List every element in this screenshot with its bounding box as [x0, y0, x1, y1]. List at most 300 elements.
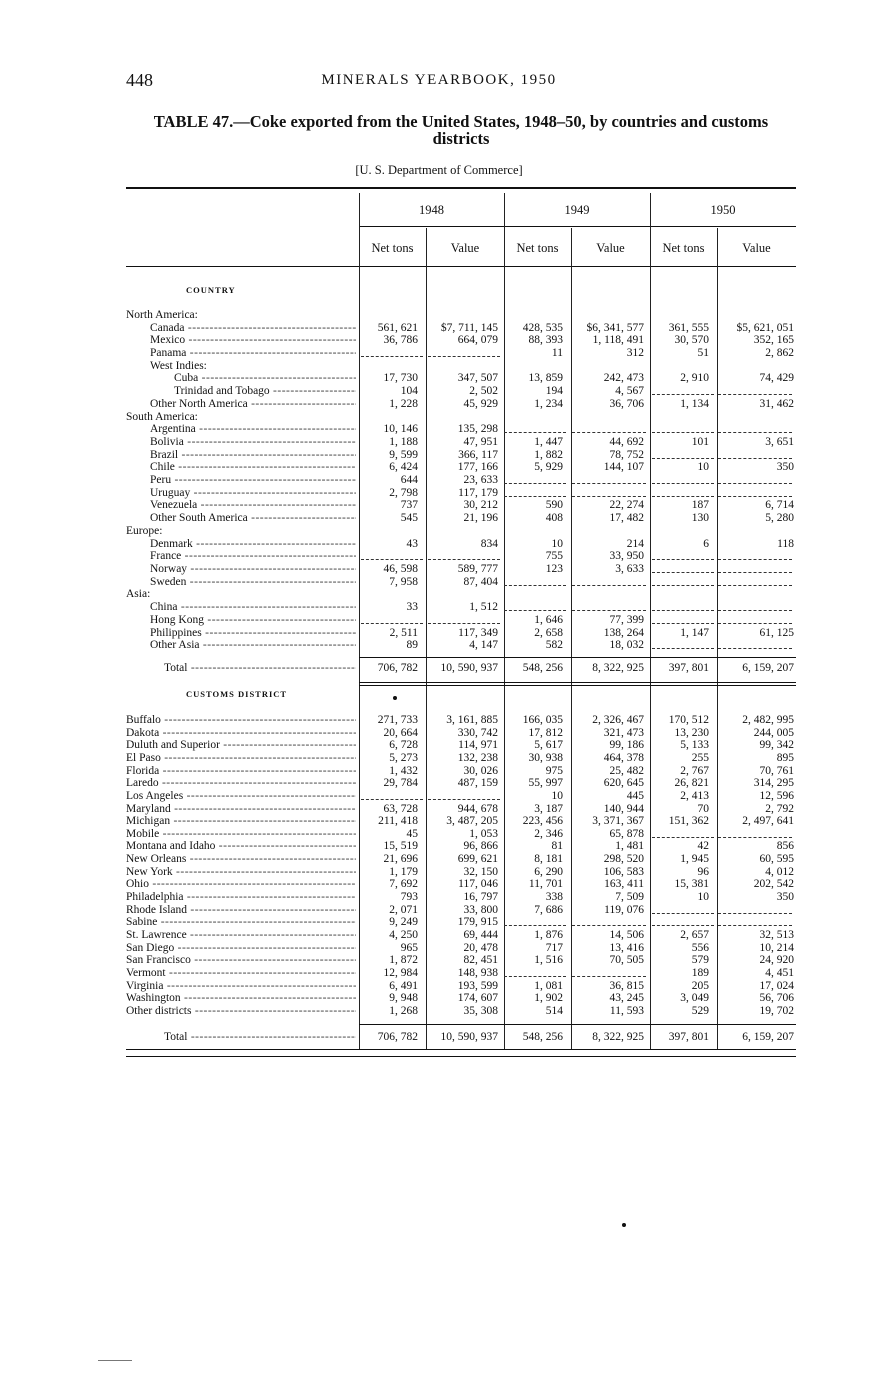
empty-cell-dashes	[718, 483, 792, 484]
table-row	[126, 436, 796, 449]
cell-value: 13, 859	[528, 372, 563, 384]
cell-value: 8, 181	[534, 853, 563, 865]
cell-value: 214	[626, 538, 644, 550]
cell-value: 119, 076	[604, 904, 644, 916]
cell-value: 6, 728	[389, 739, 418, 751]
row-label: Mexico -----	[126, 334, 356, 347]
table-row	[126, 550, 796, 563]
year-heading-1948: 1948	[419, 203, 444, 217]
cell-value: 1, 447	[534, 436, 563, 448]
cell-value: 5, 133	[680, 739, 709, 751]
table-row	[126, 790, 796, 803]
cell-value: 179, 915	[457, 916, 498, 928]
cell-value: 895	[776, 752, 794, 764]
empty-cell-dashes	[572, 483, 646, 484]
cell-value: 856	[776, 840, 794, 852]
cell-value: 30, 938	[528, 752, 563, 764]
empty-cell-dashes	[718, 623, 792, 624]
empty-cell-dashes	[718, 432, 792, 433]
section-heading-country: COUNTRY	[186, 285, 236, 295]
row-label: San Francisco -----	[126, 954, 356, 967]
row-label: Sweden -----	[126, 576, 356, 589]
cell-value: 350	[776, 461, 794, 473]
table-row	[126, 525, 796, 538]
cell-value: 23, 633	[463, 474, 498, 486]
subheading-net-tons: Net tons	[371, 241, 414, 255]
empty-cell-dashes	[652, 559, 714, 560]
row-label: Philippines -----	[126, 627, 356, 640]
cell-value: 965	[400, 942, 418, 954]
table-row	[126, 398, 796, 411]
cell-value: 18, 032	[609, 639, 644, 651]
empty-cell-dashes	[361, 356, 423, 357]
cell-value: 1, 268	[389, 1005, 418, 1017]
cell-value: 445	[626, 790, 644, 802]
cell-value: 21, 196	[463, 512, 498, 524]
cell-value: 202, 542	[753, 878, 794, 890]
cell-value: 1, 053	[469, 828, 498, 840]
row-label: Washington -----	[126, 992, 356, 1005]
subheading-value: Value	[596, 241, 625, 255]
cell-value: 163, 411	[604, 878, 644, 890]
row-label: China -----	[126, 601, 356, 614]
cell-value: 2, 862	[765, 347, 794, 359]
cell-value: 5, 280	[765, 512, 794, 524]
cell-value: 529	[691, 1005, 709, 1017]
cell-value: 7, 686	[534, 904, 563, 916]
cell-value: 717	[545, 942, 563, 954]
cell-value: 1, 516	[534, 954, 563, 966]
empty-cell-dashes	[572, 585, 646, 586]
cell-value: 664, 079	[457, 334, 498, 346]
table-title: TABLE 47.—Coke exported from the United States, 1948–50, by countries and customs districts	[153, 112, 769, 148]
empty-cell-dashes	[652, 623, 714, 624]
table-row	[126, 1005, 796, 1018]
year-heading-1950: 1950	[710, 203, 736, 217]
printer-mark	[622, 1223, 626, 1227]
cell-value: 397, 801	[668, 662, 709, 674]
cell-value: 2, 502	[469, 385, 498, 397]
row-label: South America:	[126, 411, 198, 423]
empty-cell-dashes	[652, 394, 714, 395]
empty-cell-dashes	[718, 837, 792, 838]
table-row	[126, 334, 796, 347]
cell-value: 408	[545, 512, 563, 524]
cell-value: 96, 866	[463, 840, 498, 852]
cell-value: 15, 519	[383, 840, 418, 852]
cell-value: 1, 179	[389, 866, 418, 878]
cell-value: 43, 245	[609, 992, 644, 1004]
row-label: Venezuela -----	[126, 499, 356, 512]
cell-value: 17, 482	[609, 512, 644, 524]
cell-value: 312	[626, 347, 644, 359]
cell-value: 561, 621	[377, 322, 418, 334]
year-rule	[359, 226, 796, 227]
empty-cell-dashes	[504, 925, 566, 926]
cell-value: 177, 166	[457, 461, 498, 473]
cell-value: 10	[551, 790, 563, 802]
empty-cell-dashes	[428, 559, 500, 560]
cell-value: 17, 812	[528, 727, 563, 739]
cell-value: 99, 342	[759, 739, 794, 751]
table-row	[126, 639, 796, 652]
cell-value: 223, 456	[522, 815, 563, 827]
cell-value: 2, 482, 995	[742, 714, 794, 726]
cell-value: 12, 984	[383, 967, 418, 979]
cell-value: 16, 797	[463, 891, 498, 903]
cell-value: $5, 621, 051	[736, 322, 794, 334]
bottom-rule	[126, 1056, 796, 1057]
cell-value: 361, 555	[668, 322, 709, 334]
cell-value: 8, 322, 925	[592, 662, 644, 674]
cell-value: 148, 938	[457, 967, 498, 979]
cell-value: 88, 393	[528, 334, 563, 346]
empty-cell-dashes	[504, 976, 566, 977]
cell-value: 46, 598	[383, 563, 418, 575]
cell-value: 19, 702	[759, 1005, 794, 1017]
cell-value: 2, 657	[680, 929, 709, 941]
cell-value: 170, 512	[668, 714, 709, 726]
cell-value: 3, 633	[615, 563, 644, 575]
cell-value: 2, 071	[389, 904, 418, 916]
cell-value: 61, 125	[759, 627, 794, 639]
empty-cell-dashes	[361, 623, 423, 624]
table-row	[126, 588, 796, 601]
table-row	[126, 512, 796, 525]
cell-value: 2, 910	[680, 372, 709, 384]
row-label: El Paso -----	[126, 752, 356, 765]
top-rule	[126, 187, 796, 189]
row-label: Denmark -----	[126, 538, 356, 551]
row-label: San Diego -----	[126, 942, 356, 955]
cell-value: 138, 264	[603, 627, 644, 639]
row-label: Philadelphia -----	[126, 891, 356, 904]
cell-value: 123	[545, 563, 563, 575]
cell-value: 9, 948	[389, 992, 418, 1004]
empty-cell-dashes	[361, 559, 423, 560]
empty-cell-dashes	[718, 585, 792, 586]
cell-value: 70	[697, 803, 709, 815]
cell-value: $7, 711, 145	[440, 322, 498, 334]
cell-value: 15, 381	[674, 878, 709, 890]
cell-value: 2, 511	[389, 627, 418, 639]
cell-value: 1, 188	[389, 436, 418, 448]
total-row	[126, 1031, 796, 1044]
cell-value: 56, 706	[759, 992, 794, 1004]
table-row	[126, 499, 796, 512]
cell-value: 347, 507	[457, 372, 498, 384]
table-row	[126, 423, 796, 436]
table-row	[126, 866, 796, 879]
cell-value: 321, 473	[603, 727, 644, 739]
empty-cell-dashes	[652, 837, 714, 838]
row-label: Chile -----	[126, 461, 356, 474]
cell-value: 51	[697, 347, 709, 359]
cell-value: 70, 761	[759, 765, 794, 777]
row-label: Brazil -----	[126, 449, 356, 462]
cell-value: 1, 872	[389, 954, 418, 966]
cell-value: 556	[691, 942, 709, 954]
cell-value: 117, 179	[458, 487, 498, 499]
row-label: Ohio -----	[126, 878, 356, 891]
table-row	[126, 828, 796, 841]
row-label: Virginia -----	[126, 980, 356, 993]
empty-cell-dashes	[652, 610, 714, 611]
cell-value: 11	[551, 347, 563, 359]
cell-value: 104	[400, 385, 418, 397]
cell-value: 36, 706	[609, 398, 644, 410]
cell-value: 194	[545, 385, 563, 397]
empty-cell-dashes	[718, 572, 792, 573]
table-row	[126, 601, 796, 614]
cell-value: 99, 186	[609, 739, 644, 751]
empty-cell-dashes	[428, 623, 500, 624]
cell-value: 2, 326, 467	[592, 714, 644, 726]
cell-value: 10, 590, 937	[440, 1031, 498, 1043]
row-label: Cuba -----	[126, 372, 356, 385]
cell-value: 464, 378	[603, 752, 644, 764]
row-label: Duluth and Superior -----	[126, 739, 356, 752]
cell-value: 589, 777	[457, 563, 498, 575]
cell-value: 706, 782	[377, 1031, 418, 1043]
row-label: Total -----	[126, 662, 356, 675]
cell-value: 33	[406, 601, 418, 613]
year-heading-1949: 1949	[564, 203, 590, 217]
table-source: [U. S. Department of Commerce]	[355, 163, 523, 177]
cell-value: 706, 782	[377, 662, 418, 674]
table-row	[126, 385, 796, 398]
cell-value: 1, 118, 491	[592, 334, 644, 346]
row-label: Florida -----	[126, 765, 356, 778]
cell-value: 548, 256	[522, 662, 563, 674]
cell-value: 2, 792	[765, 803, 794, 815]
cell-value: 1, 432	[389, 765, 418, 777]
cell-value: 17, 024	[759, 980, 794, 992]
table-row	[126, 627, 796, 640]
cell-value: 330, 742	[457, 727, 498, 739]
printer-mark	[393, 696, 397, 700]
cell-value: 14, 506	[609, 929, 644, 941]
cell-value: 45, 929	[463, 398, 498, 410]
cell-value: 30, 212	[463, 499, 498, 511]
total-rule	[359, 682, 796, 683]
cell-value: 5, 617	[534, 739, 563, 751]
cell-value: 314, 295	[753, 777, 794, 789]
table-row	[126, 916, 796, 929]
empty-cell-dashes	[572, 496, 646, 497]
empty-cell-dashes	[428, 356, 500, 357]
cell-value: 255	[691, 752, 709, 764]
total-rule	[359, 1024, 796, 1025]
cell-value: 13, 416	[609, 942, 644, 954]
empty-cell-dashes	[428, 799, 500, 800]
cell-value: 106, 583	[603, 866, 644, 878]
cell-value: 428, 535	[522, 322, 563, 334]
cell-value: 545	[400, 512, 418, 524]
table-row	[126, 347, 796, 360]
cell-value: 3, 651	[765, 436, 794, 448]
cell-value: 3, 487, 205	[446, 815, 498, 827]
cell-value: 20, 478	[463, 942, 498, 954]
cell-value: 582	[545, 639, 563, 651]
cell-value: 78, 752	[609, 449, 644, 461]
empty-cell-dashes	[572, 976, 646, 977]
table-row	[126, 714, 796, 727]
row-label: North America:	[126, 309, 198, 321]
cell-value: 30, 026	[463, 765, 498, 777]
row-label: France -----	[126, 550, 356, 563]
row-label: Trinidad and Tobago -----	[126, 385, 356, 398]
cell-value: 187	[691, 499, 709, 511]
page-number: 448	[126, 70, 153, 90]
empty-cell-dashes	[718, 559, 792, 560]
table-row	[126, 904, 796, 917]
empty-cell-dashes	[652, 496, 714, 497]
row-label: Canada -----	[126, 322, 356, 335]
table-row	[126, 727, 796, 740]
cell-value: 189	[691, 967, 709, 979]
empty-cell-dashes	[718, 496, 792, 497]
row-label: Asia:	[126, 588, 151, 600]
row-label: Maryland -----	[126, 803, 356, 816]
cell-value: 944, 678	[457, 803, 498, 815]
row-label: Other Asia -----	[126, 639, 356, 652]
table-row	[126, 980, 796, 993]
row-label: Montana and Idaho -----	[126, 840, 356, 853]
cell-value: 22, 274	[609, 499, 644, 511]
cell-value: 975	[545, 765, 563, 777]
cell-value: 244, 005	[753, 727, 794, 739]
empty-cell-dashes	[504, 496, 566, 497]
cell-value: 514	[545, 1005, 563, 1017]
cell-value: 2, 497, 641	[742, 815, 794, 827]
cell-value: 36, 815	[609, 980, 644, 992]
cell-value: 35, 308	[463, 1005, 498, 1017]
cell-value: 1, 945	[680, 853, 709, 865]
cell-value: 548, 256	[522, 1031, 563, 1043]
cell-value: 33, 800	[463, 904, 498, 916]
empty-cell-dashes	[718, 610, 792, 611]
cell-value: 755	[545, 550, 563, 562]
cell-value: 10, 146	[383, 423, 418, 435]
table-row	[126, 487, 796, 500]
cell-value: 36, 786	[383, 334, 418, 346]
cell-value: 2, 346	[534, 828, 563, 840]
cell-value: 4, 451	[765, 967, 794, 979]
cell-value: 144, 107	[603, 461, 644, 473]
table-row	[126, 576, 796, 589]
cell-value: 3, 049	[680, 992, 709, 1004]
cell-value: 117, 349	[458, 627, 498, 639]
cell-value: 7, 509	[615, 891, 644, 903]
cell-value: 397, 801	[668, 1031, 709, 1043]
cell-value: 11, 593	[609, 1005, 644, 1017]
empty-cell-dashes	[504, 483, 566, 484]
table-row	[126, 752, 796, 765]
table-row	[126, 411, 796, 424]
table-row	[126, 372, 796, 385]
cell-value: 43	[406, 538, 418, 550]
subheading-value: Value	[742, 241, 771, 255]
cell-value: 32, 150	[463, 866, 498, 878]
table-row	[126, 461, 796, 474]
cell-value: 55, 997	[528, 777, 563, 789]
cell-value: 140, 944	[603, 803, 644, 815]
cell-value: 793	[400, 891, 418, 903]
empty-cell-dashes	[652, 432, 714, 433]
row-label: Dakota -----	[126, 727, 356, 740]
cell-value: 5, 929	[534, 461, 563, 473]
table-row	[126, 942, 796, 955]
cell-value: 26, 821	[674, 777, 709, 789]
cell-value: 1, 902	[534, 992, 563, 1004]
row-label: Michigan -----	[126, 815, 356, 828]
cell-value: 590	[545, 499, 563, 511]
cell-value: 74, 429	[759, 372, 794, 384]
empty-cell-dashes	[718, 925, 792, 926]
empty-cell-dashes	[504, 610, 566, 611]
row-label: Rhode Island -----	[126, 904, 356, 917]
cell-value: 298, 520	[603, 853, 644, 865]
table-row	[126, 614, 796, 627]
cell-value: 101	[691, 436, 709, 448]
empty-cell-dashes	[652, 913, 714, 914]
cell-value: 3, 187	[534, 803, 563, 815]
section-heading-customs-district: CUSTOMS DISTRICT	[186, 689, 288, 699]
cell-value: 45	[406, 828, 418, 840]
cell-value: 60, 595	[759, 853, 794, 865]
row-label: Peru -----	[126, 474, 356, 487]
cell-value: 135, 298	[457, 423, 498, 435]
cell-value: 11, 701	[528, 878, 563, 890]
cell-value: 10, 590, 937	[440, 662, 498, 674]
table-row	[126, 815, 796, 828]
row-label: Norway -----	[126, 563, 356, 576]
cell-value: 6	[703, 538, 709, 550]
cell-value: 644	[400, 474, 418, 486]
cell-value: 6, 424	[389, 461, 418, 473]
cell-value: 151, 362	[668, 815, 709, 827]
table-row	[126, 803, 796, 816]
row-label: Sabine -----	[126, 916, 356, 929]
row-label: Argentina -----	[126, 423, 356, 436]
cell-value: 9, 599	[389, 449, 418, 461]
cell-value: $6, 341, 577	[586, 322, 644, 334]
table-row	[126, 309, 796, 322]
cell-value: 69, 444	[463, 929, 498, 941]
cell-value: 117, 046	[458, 878, 498, 890]
cell-value: 350	[776, 891, 794, 903]
cell-value: 89	[406, 639, 418, 651]
table-row	[126, 992, 796, 1005]
cell-value: 130	[691, 512, 709, 524]
cell-value: 271, 733	[377, 714, 418, 726]
empty-cell-dashes	[572, 432, 646, 433]
table-row	[126, 739, 796, 752]
cell-value: 6, 491	[389, 980, 418, 992]
cell-value: 7, 958	[389, 576, 418, 588]
row-label: West Indies:	[150, 360, 207, 372]
cell-value: 77, 399	[609, 614, 644, 626]
cell-value: 1, 147	[680, 627, 709, 639]
table-row	[126, 891, 796, 904]
cell-value: 31, 462	[759, 398, 794, 410]
total-rule	[359, 685, 796, 686]
cell-value: 1, 228	[389, 398, 418, 410]
empty-cell-dashes	[652, 585, 714, 586]
cell-value: 6, 159, 207	[742, 662, 794, 674]
row-label: Panama -----	[126, 347, 356, 360]
